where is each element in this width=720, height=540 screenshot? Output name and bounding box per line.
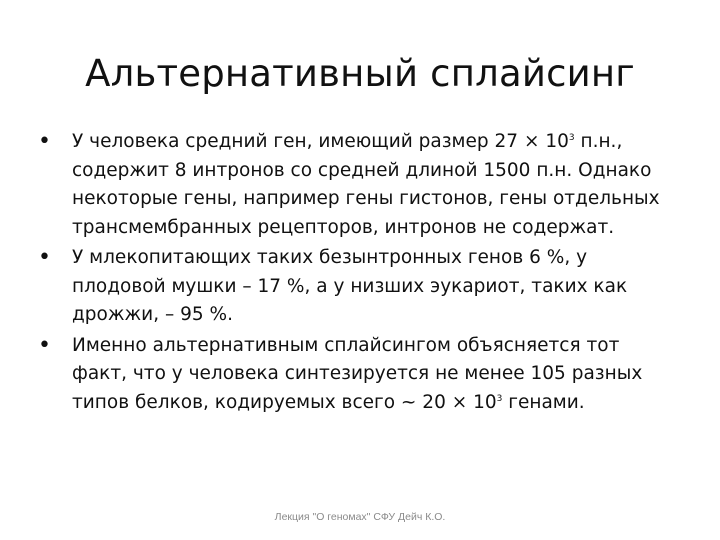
bullet-3-line-2: факт, что у человека синтезируется не менее 105 разных bbox=[72, 363, 643, 384]
bullet-icon: • bbox=[38, 332, 51, 358]
bullet-1-line-1 bbox=[72, 128, 688, 157]
bullet-2-line-3: дрожжи, – 95 %. bbox=[72, 304, 233, 325]
slide-title: Альтернативный сплайсинг bbox=[85, 52, 635, 95]
bullet-icon: • bbox=[38, 245, 51, 270]
bullet-3-line-3 bbox=[72, 389, 688, 418]
slide-footer: Лекция "О геномах" СФУ Дейч К.О. bbox=[274, 511, 446, 523]
bullet-2-line-1: У млекопитающих таких безынтронных генов 6 %, у bbox=[72, 247, 588, 268]
bullet-3-line-3-tail: генами. bbox=[502, 391, 585, 413]
exponent: 3 bbox=[496, 393, 503, 404]
bullet-2-line-2: плодовой мушки – 17 %, а у низших эукариот, таких как bbox=[72, 275, 628, 297]
bullet-1-line-1-text: У человека средний ген, имеющий размер 27 × 10 bbox=[72, 131, 569, 152]
bullet-item-3 bbox=[38, 332, 688, 418]
bullet-3-line-3-text: типов белков, кодируемых всего ~ 20 × 10 bbox=[72, 391, 497, 413]
bullet-1-line-4: трансмембранных рецепторов, интронов не содержат. bbox=[72, 216, 615, 238]
bullet-item-1 bbox=[38, 128, 688, 242]
bullet-3-line-1: Именно альтернативным сплайсингом объясняется тот bbox=[72, 334, 620, 356]
bullet-1-line-2: содержит 8 интронов со средней длиной 1500 п.н. Однако bbox=[72, 159, 652, 181]
bullet-item-2 bbox=[38, 244, 688, 330]
bullet-1-line-1-tail: п.н., bbox=[574, 131, 623, 152]
bullet-list bbox=[38, 128, 688, 419]
bullet-1-line-3: некоторые гены, например гены гистонов, гены отдельных bbox=[72, 188, 660, 209]
bullet-icon: • bbox=[38, 129, 51, 154]
exponent: 3 bbox=[568, 133, 575, 143]
